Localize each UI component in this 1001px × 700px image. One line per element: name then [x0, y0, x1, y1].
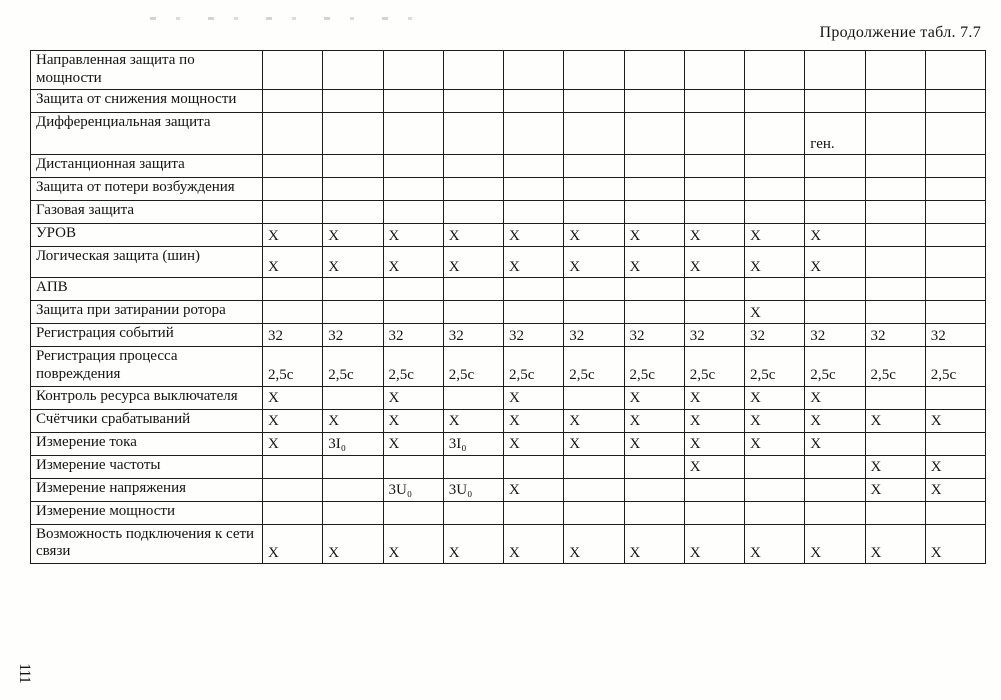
data-cell: Х [624, 247, 684, 278]
data-cell: Х [684, 386, 744, 409]
data-cell: Х [745, 224, 805, 247]
row-label: Дистанционная защита [31, 155, 263, 178]
data-cell [323, 90, 383, 113]
data-cell: Х [805, 386, 865, 409]
table-row [31, 155, 986, 178]
data-cell: 2,5с [805, 347, 865, 386]
data-cell [383, 278, 443, 301]
data-cell [564, 90, 624, 113]
data-cell: 2,5с [323, 347, 383, 386]
data-cell: 2,5с [745, 347, 805, 386]
data-cell [383, 113, 443, 155]
data-cell: Х [865, 409, 925, 432]
data-cell [564, 301, 624, 324]
row-label: Счётчики срабатываний [31, 409, 263, 432]
data-cell: 2,5с [624, 347, 684, 386]
data-cell [263, 201, 323, 224]
data-cell [564, 278, 624, 301]
data-cell: Х [383, 432, 443, 455]
data-cell: Х [263, 224, 323, 247]
data-cell [624, 501, 684, 524]
data-cell [684, 90, 744, 113]
data-cell: Х [865, 478, 925, 501]
data-cell [865, 501, 925, 524]
data-cell [323, 501, 383, 524]
data-cell: Х [443, 224, 503, 247]
data-cell: Х [865, 524, 925, 563]
data-cell [684, 501, 744, 524]
data-cell [745, 201, 805, 224]
data-cell: 32 [684, 324, 744, 347]
data-cell: Х [745, 386, 805, 409]
data-cell: 32 [263, 324, 323, 347]
data-cell [745, 501, 805, 524]
data-cell: Х [805, 247, 865, 278]
data-cell [323, 478, 383, 501]
data-cell [925, 155, 985, 178]
data-cell: Х [684, 455, 744, 478]
protection-table-body [31, 51, 986, 564]
data-cell [443, 455, 503, 478]
table-row [31, 51, 986, 90]
table-row [31, 386, 986, 409]
data-cell [504, 301, 564, 324]
data-cell [624, 278, 684, 301]
data-cell: 32 [925, 324, 985, 347]
data-cell [925, 501, 985, 524]
data-cell [443, 51, 503, 90]
data-cell [323, 201, 383, 224]
data-cell [805, 501, 865, 524]
row-label: Защита при затирании ротора [31, 301, 263, 324]
data-cell: Х [624, 386, 684, 409]
data-cell: 32 [323, 324, 383, 347]
data-cell [383, 455, 443, 478]
data-cell: 3I₀ [443, 432, 503, 455]
data-cell [624, 155, 684, 178]
table-row [31, 524, 986, 563]
data-cell [323, 113, 383, 155]
data-cell: Х [925, 455, 985, 478]
data-cell: Х [383, 386, 443, 409]
data-cell: 3U₀ [383, 478, 443, 501]
data-cell [263, 478, 323, 501]
data-cell: Х [263, 432, 323, 455]
data-cell: Х [263, 247, 323, 278]
data-cell: Х [504, 409, 564, 432]
data-cell [745, 478, 805, 501]
table-row [31, 347, 986, 386]
data-cell [684, 51, 744, 90]
data-cell: Х [383, 247, 443, 278]
table-continuation-caption: Продолжение табл. 7.7 [819, 24, 981, 41]
data-cell: Х [564, 432, 624, 455]
data-cell: Х [263, 524, 323, 563]
data-cell [564, 155, 624, 178]
data-cell [263, 90, 323, 113]
data-cell [745, 113, 805, 155]
data-cell: Х [925, 409, 985, 432]
data-cell [925, 224, 985, 247]
data-cell [263, 278, 323, 301]
data-cell [504, 90, 564, 113]
table-row [31, 478, 986, 501]
data-cell [624, 51, 684, 90]
data-cell: Х [805, 224, 865, 247]
data-cell [624, 455, 684, 478]
data-cell: 32 [624, 324, 684, 347]
data-cell [865, 386, 925, 409]
data-cell [263, 51, 323, 90]
data-cell [504, 155, 564, 178]
row-label: Регистрация событий [31, 324, 263, 347]
data-cell: 3U₀ [443, 478, 503, 501]
data-cell [684, 278, 744, 301]
data-cell [805, 301, 865, 324]
data-cell [443, 386, 503, 409]
data-cell [504, 278, 564, 301]
table-row [31, 113, 986, 155]
data-cell [805, 90, 865, 113]
table-row [31, 455, 986, 478]
data-cell [925, 51, 985, 90]
data-cell [745, 178, 805, 201]
data-cell: Х [443, 247, 503, 278]
data-cell [865, 201, 925, 224]
data-cell [443, 113, 503, 155]
data-cell [383, 501, 443, 524]
data-cell [624, 478, 684, 501]
data-cell: Х [805, 432, 865, 455]
data-cell [805, 278, 865, 301]
data-cell [443, 90, 503, 113]
data-cell [443, 155, 503, 178]
data-cell: 3I₀ [323, 432, 383, 455]
data-cell [504, 201, 564, 224]
data-cell: Х [383, 524, 443, 563]
data-cell: Х [564, 224, 624, 247]
data-cell: ген. [805, 113, 865, 155]
data-cell: Х [564, 247, 624, 278]
row-label: Дифференциальная защита [31, 113, 263, 155]
data-cell: Х [443, 524, 503, 563]
data-cell: Х [684, 224, 744, 247]
data-cell [865, 155, 925, 178]
data-cell [745, 51, 805, 90]
table-row [31, 409, 986, 432]
data-cell [865, 178, 925, 201]
data-cell [383, 301, 443, 324]
data-cell [865, 301, 925, 324]
data-cell: Х [504, 432, 564, 455]
row-label: Газовая защита [31, 201, 263, 224]
data-cell [684, 478, 744, 501]
data-cell [504, 51, 564, 90]
data-cell [443, 201, 503, 224]
table-row [31, 432, 986, 455]
data-cell: 32 [443, 324, 503, 347]
data-cell [805, 178, 865, 201]
data-cell [745, 155, 805, 178]
data-cell: Х [684, 432, 744, 455]
data-cell: Х [504, 478, 564, 501]
data-cell [624, 90, 684, 113]
data-cell [323, 155, 383, 178]
data-cell: Х [865, 455, 925, 478]
data-cell [383, 51, 443, 90]
table-row [31, 224, 986, 247]
data-cell [443, 178, 503, 201]
row-label: Регистрация процесса повреждения [31, 347, 263, 386]
data-cell [925, 90, 985, 113]
data-cell [323, 278, 383, 301]
data-cell [805, 201, 865, 224]
data-cell [263, 155, 323, 178]
data-cell: Х [504, 386, 564, 409]
data-cell [865, 432, 925, 455]
row-label: Контроль ресурса выключателя [31, 386, 263, 409]
data-cell [564, 478, 624, 501]
data-cell: Х [805, 409, 865, 432]
data-cell [263, 301, 323, 324]
data-cell [745, 90, 805, 113]
row-label: Измерение напряжения [31, 478, 263, 501]
row-label: Защита от снижения мощности [31, 90, 263, 113]
data-cell [925, 432, 985, 455]
data-cell [504, 113, 564, 155]
page-number: 111 [15, 663, 33, 683]
data-cell [684, 301, 744, 324]
data-cell: Х [323, 224, 383, 247]
data-cell [925, 386, 985, 409]
data-cell [323, 386, 383, 409]
data-cell [865, 247, 925, 278]
data-cell: 2,5с [865, 347, 925, 386]
data-cell [263, 455, 323, 478]
data-cell: Х [624, 409, 684, 432]
data-cell [504, 455, 564, 478]
data-cell [805, 478, 865, 501]
data-cell: Х [323, 524, 383, 563]
data-cell: Х [745, 247, 805, 278]
data-cell [263, 178, 323, 201]
data-cell: 32 [383, 324, 443, 347]
data-cell [443, 301, 503, 324]
table-row [31, 247, 986, 278]
data-cell: 32 [564, 324, 624, 347]
data-cell [564, 501, 624, 524]
row-label: Возможность подключения к сети связи [31, 524, 263, 563]
data-cell [443, 278, 503, 301]
data-cell: Х [624, 524, 684, 563]
data-cell [684, 201, 744, 224]
data-cell: 2,5с [263, 347, 323, 386]
data-cell: Х [624, 432, 684, 455]
row-label: Направленная защита по мощности [31, 51, 263, 90]
data-cell [564, 51, 624, 90]
data-cell: 2,5с [684, 347, 744, 386]
data-cell: 2,5с [383, 347, 443, 386]
data-cell [805, 155, 865, 178]
data-cell [745, 278, 805, 301]
data-cell [263, 113, 323, 155]
data-cell: Х [263, 386, 323, 409]
table-row [31, 278, 986, 301]
data-cell: Х [323, 409, 383, 432]
data-cell [383, 178, 443, 201]
data-cell: Х [323, 247, 383, 278]
data-cell [925, 201, 985, 224]
data-cell [624, 113, 684, 155]
data-cell [323, 455, 383, 478]
data-cell [323, 301, 383, 324]
data-cell: Х [684, 524, 744, 563]
data-cell: Х [925, 478, 985, 501]
data-cell [745, 455, 805, 478]
data-cell [684, 178, 744, 201]
row-label: АПВ [31, 278, 263, 301]
table-row [31, 301, 986, 324]
data-cell [564, 386, 624, 409]
data-cell [684, 155, 744, 178]
data-cell [383, 90, 443, 113]
data-cell [564, 455, 624, 478]
data-cell [504, 178, 564, 201]
data-cell: Х [263, 409, 323, 432]
data-cell [925, 113, 985, 155]
data-cell: Х [624, 224, 684, 247]
row-label: Логическая защита (шин) [31, 247, 263, 278]
data-cell [865, 224, 925, 247]
data-cell [504, 501, 564, 524]
data-cell [865, 113, 925, 155]
data-cell: Х [745, 301, 805, 324]
row-label: Защита от потери возбуждения [31, 178, 263, 201]
data-cell: Х [383, 224, 443, 247]
data-cell [323, 51, 383, 90]
data-cell [564, 201, 624, 224]
data-cell: 2,5с [564, 347, 624, 386]
data-cell: 32 [745, 324, 805, 347]
data-cell: 32 [805, 324, 865, 347]
data-cell: Х [684, 247, 744, 278]
data-cell: Х [745, 409, 805, 432]
data-cell: Х [504, 224, 564, 247]
data-cell: Х [504, 524, 564, 563]
data-cell: Х [805, 524, 865, 563]
row-label: Измерение частоты [31, 455, 263, 478]
table-row [31, 178, 986, 201]
scan-artifact [150, 17, 430, 20]
data-cell [624, 301, 684, 324]
data-cell [564, 178, 624, 201]
data-cell: Х [745, 524, 805, 563]
data-cell [323, 178, 383, 201]
data-cell [383, 201, 443, 224]
data-cell [684, 113, 744, 155]
data-cell [443, 501, 503, 524]
data-cell: 32 [504, 324, 564, 347]
data-cell [624, 178, 684, 201]
row-label: УРОВ [31, 224, 263, 247]
data-cell: Х [684, 409, 744, 432]
data-cell [564, 113, 624, 155]
data-cell [805, 51, 865, 90]
data-cell: Х [564, 409, 624, 432]
data-cell: Х [504, 247, 564, 278]
data-cell [865, 278, 925, 301]
row-label: Измерение тока [31, 432, 263, 455]
data-cell [805, 455, 865, 478]
table-row [31, 90, 986, 113]
data-cell: 2,5с [504, 347, 564, 386]
data-cell [925, 247, 985, 278]
data-cell [925, 178, 985, 201]
table-row [31, 501, 986, 524]
row-label: Измерение мощности [31, 501, 263, 524]
data-cell [925, 301, 985, 324]
data-cell [925, 278, 985, 301]
data-cell [865, 90, 925, 113]
data-cell: Х [383, 409, 443, 432]
protection-features-table [30, 50, 986, 564]
data-cell [263, 501, 323, 524]
data-cell: 2,5с [443, 347, 503, 386]
data-cell: Х [564, 524, 624, 563]
data-cell: Х [925, 524, 985, 563]
data-cell: Х [443, 409, 503, 432]
data-cell: 32 [865, 324, 925, 347]
data-cell [624, 201, 684, 224]
data-cell: Х [745, 432, 805, 455]
table-row [31, 324, 986, 347]
data-cell: 2,5с [925, 347, 985, 386]
data-cell [865, 51, 925, 90]
table-row [31, 201, 986, 224]
data-cell [383, 155, 443, 178]
